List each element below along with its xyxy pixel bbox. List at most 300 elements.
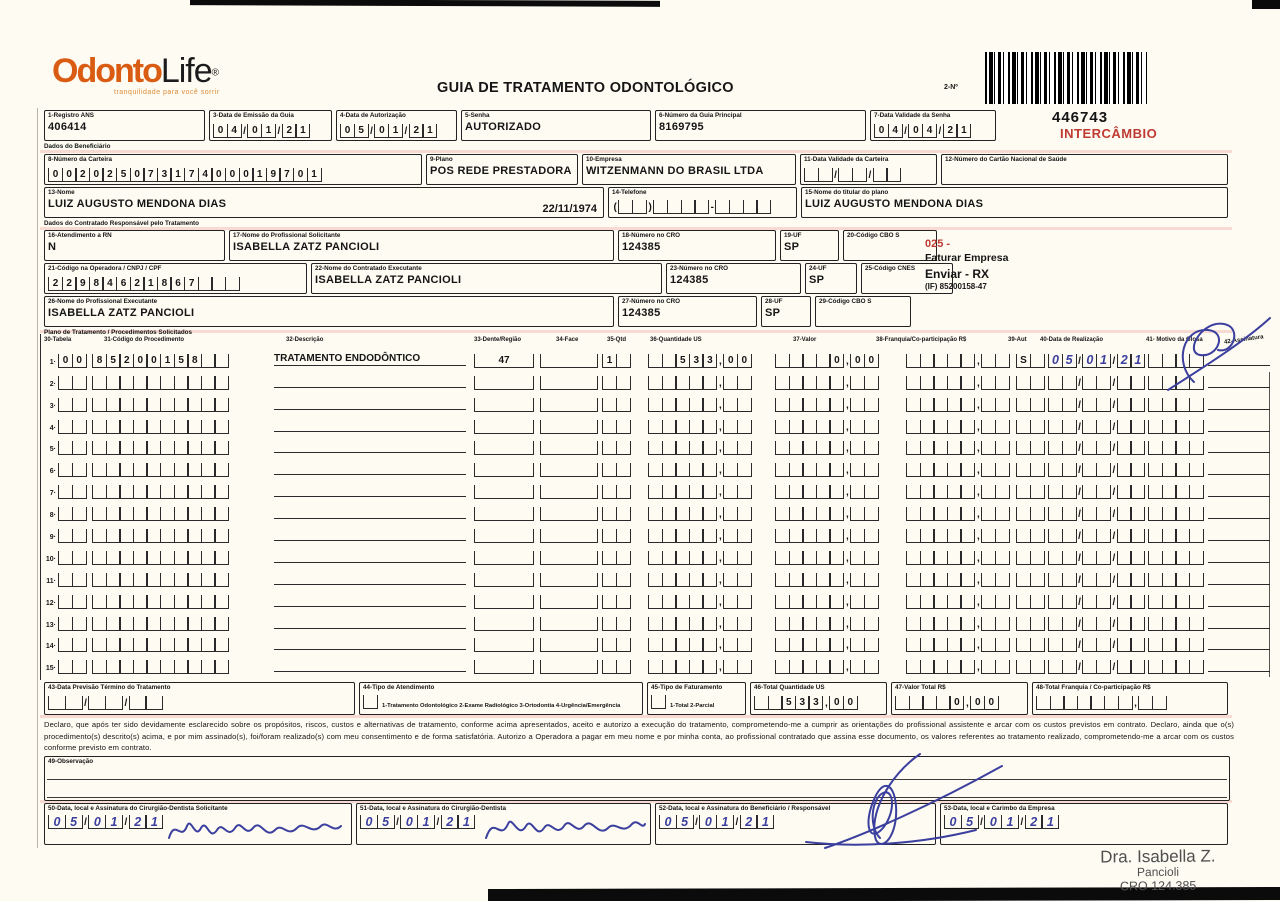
field-uf-executante [805,263,857,294]
field-label: 53-Data, local e Carimbo da Empresa [944,805,1055,812]
codigo-comb [92,463,229,477]
data-realizacao-comb: / / [1048,660,1145,674]
field-label: 13-Nome [48,189,75,196]
quantidade-us-comb: , [648,595,752,609]
valor-comb: , [775,595,879,609]
barcode-field-label: 2-Nº [944,84,958,91]
field-previsao-termino [44,682,355,715]
col-dente-regiao: 33-Dente/Região [474,337,522,343]
face-box [540,376,598,390]
motivo-glosa-comb [1148,595,1204,609]
data-realizacao-comb: / / [1048,617,1145,631]
field-label: 20-Código CBO S [847,232,900,239]
franquia-comb: , [906,485,1010,499]
dente-regiao-box [474,463,534,477]
field-label: 29-Código CBO S [819,298,872,305]
field-total-quantidade-us [750,682,887,715]
tipo-atendimento-options: 1-Tratamento Odontológico 2-Exame Radiológico 3-Ortodontia 4-Urgência/Emergência [382,702,621,709]
face-box [540,398,598,412]
field-label: 10-Empresa [586,156,622,163]
page-title: GUIA DE TRATAMENTO ODONTOLÓGICO [437,80,734,96]
valor-total-comb: 0 , 0 0 [895,696,999,710]
field-label: 43-Data Previsão Término do Tratamento [48,684,171,691]
col-data-realizacao: 40-Data de Realização [1040,337,1104,343]
qtd-comb [602,398,631,412]
field-label: 47-Valor Total R$ [895,684,946,691]
data-realizacao-comb: / / [1048,507,1145,521]
date-comb: / / [48,696,163,710]
scan-tint [40,150,1232,153]
field-validade-carteira [800,154,937,185]
col-qtd: 35-Qtd [607,337,627,343]
row-number: 14 · [44,643,56,650]
tipo-faturamento-checkbox [651,695,666,709]
assinatura-line [1208,584,1270,585]
tipo-faturamento-options: 1-Total 2-Parcial [670,702,715,709]
field-label: 9-Plano [430,156,453,163]
motivo-glosa-comb [1148,617,1204,631]
codigo-comb [92,376,229,390]
procedure-row [44,371,1276,393]
tabela-comb [58,441,87,455]
franquia-comb: , [906,617,1010,631]
codigo-comb [92,507,229,521]
qtd-comb [602,551,631,565]
birth-date: 22/11/1974 [542,203,597,215]
field-value: 406414 [48,120,87,133]
franquia-comb: , [906,573,1010,587]
date-comb: 0 5 / 0 1 / 2 1 [340,124,437,138]
procedure-row [44,590,1276,612]
row-number: 1 · [44,359,56,366]
valor-comb: , [775,485,879,499]
field-value: ISABELLA ZATZ PANCIOLI [233,240,380,253]
valor-comb: , [775,660,879,674]
dente-regiao-box [474,398,534,412]
cpf-comb: 2 2 9 8 4 6 2 1 8 6 7 [48,277,240,291]
row-number: 2 · [44,381,56,388]
data-realizacao-comb: / / [1048,463,1145,477]
field-cro-solicitante [618,230,776,261]
franquia-comb: , [906,463,1010,477]
codigo-comb [92,441,229,455]
row-number: 12 · [44,600,56,607]
tabela-comb [58,420,87,434]
descricao-line: TRATAMENTO ENDODÔNTICO [274,352,466,366]
field-label: 52-Data, local e Assinatura do Beneficiário / Responsável [659,805,831,812]
row-number: 11 · [44,578,56,585]
codigo-comb [92,485,229,499]
date-comb: / / [804,168,901,182]
field-label: 21-Código na Operadora / CNPJ / CPF [48,265,162,272]
field-value: LUIZ AUGUSTO MENDONA DIAS [805,197,984,210]
qtd-comb [602,376,631,390]
field-observacao [44,756,1230,801]
assinatura-line [1208,387,1270,388]
field-atendimento-rn [44,230,225,261]
field-value: WITZENMANN DO BRASIL LTDA [586,164,764,177]
motivo-glosa-comb [1148,507,1204,521]
qtd-comb [602,529,631,543]
codigo-comb [92,617,229,631]
codigo-comb [92,573,229,587]
codigo-comb [92,398,229,412]
annotation-code: 025 - [925,238,951,250]
field-value: SP [809,273,825,286]
codigo-comb [92,551,229,565]
dente-regiao-box [474,638,534,652]
descricao-line [274,671,466,672]
tabela-comb [58,638,87,652]
field-data-emissao [209,110,332,141]
row-number: 4 · [44,425,56,432]
field-uf-solicitante [780,230,839,261]
field-cartao-nacional-saude [941,154,1228,185]
field-value: POS REDE PRESTADORA [430,164,572,177]
field-profissional-executante [44,296,614,327]
paper-edge [37,108,38,848]
data-realizacao-comb: / / [1048,441,1145,455]
procedure-row [44,437,1276,459]
franquia-comb: , [906,660,1010,674]
procedure-row [44,415,1276,437]
aut-comb [1016,463,1045,477]
quantidade-us-comb: , [648,398,752,412]
valor-comb: , [775,638,879,652]
aut-comb [1016,441,1045,455]
col-franquia: 38-Franquia/Co-participação R$ [876,337,967,343]
aut-comb [1016,660,1045,674]
codigo-comb [92,660,229,674]
field-value: 8169795 [659,120,704,133]
descricao-line [274,628,466,629]
face-box [540,617,598,631]
valor-comb: , [775,573,879,587]
aut-comb [1016,573,1045,587]
logo-tagline: tranquilidade para você sorrir [114,89,220,96]
field-label: 44-Tipo de Atendimento [363,684,435,691]
franquia-comb: , [906,595,1010,609]
field-cbo-executante [815,296,911,327]
field-label: 3-Data de Emissão da Guia [213,112,294,119]
quantidade-us-comb: , [648,617,752,631]
handwritten-date: 0 5 / 0 1 / 2 1 [659,815,774,829]
field-label: 22-Nome do Contratado Executante [315,265,422,272]
procedure-row [44,524,1276,546]
dente-regiao-box [474,617,534,631]
field-value: ISABELLA ZATZ PANCIOLI [48,306,195,319]
row-number: 7 · [44,490,56,497]
dente-regiao-box [474,507,534,521]
col-aut: 39-Aut [1008,337,1027,343]
face-box [540,354,598,368]
assinatura-line [1208,606,1270,607]
field-nome-beneficiario [44,187,604,218]
tipo-atendimento-checkbox [363,695,378,709]
field-label: 46-Total Quantidade US [754,684,825,691]
field-label: 26-Nome do Profissional Executante [48,298,158,305]
field-profissional-solicitante [229,230,614,261]
franquia-comb: , [906,507,1010,521]
field-label: 28-UF [765,298,783,305]
descricao-line [274,496,466,497]
motivo-glosa-comb [1148,485,1204,499]
carteira-comb: 0 0 2 0 2 5 0 7 3 1 7 4 0 0 0 1 9 7 0 1 [48,168,322,182]
assinatura-line [1208,431,1270,432]
field-empresa [582,154,796,185]
row-number: 9 · [44,534,56,541]
tabela-comb [58,485,87,499]
aut-comb [1016,638,1045,652]
codigo-comb [92,638,229,652]
tabela-comb [58,398,87,412]
descricao-line [274,474,466,475]
procedure-row [44,502,1276,524]
field-label: 6-Número da Guia Principal [659,112,742,119]
aut-comb [1016,551,1045,565]
procedure-rows [44,349,1276,677]
field-value: 124385 [670,273,709,286]
franquia-comb: , [906,441,1010,455]
row-number: 13 · [44,622,56,629]
field-data-autorizacao [336,110,457,141]
field-label: 45-Tipo de Faturamento [651,684,723,691]
field-contratado-executante [311,263,662,294]
field-value: 124385 [622,306,661,319]
procedure-row [44,612,1276,634]
field-label: 5-Senha [465,112,490,119]
assinatura-line [1208,474,1270,475]
quantidade-us-comb: , [648,529,752,543]
valor-comb: , [775,420,879,434]
field-label: 8-Número da Carteira [48,156,113,163]
aut-comb [1016,376,1045,390]
field-value: ISABELLA ZATZ PANCIOLI [315,273,462,286]
face-box [540,463,598,477]
odontolife-logo [52,52,220,96]
motivo-glosa-comb [1148,638,1204,652]
procedure-row [44,480,1276,502]
tabela-comb: 0 0 [58,354,87,368]
qtd-comb [602,420,631,434]
scan-tint [40,715,1232,718]
data-realizacao-comb: 0 5 / 0 1 / 2 1 [1048,354,1145,368]
field-value: 124385 [622,240,661,253]
field-numero-carteira [44,154,422,185]
stamp-name: Dra. Isabella Z. [1100,846,1216,867]
total-us-comb: 5 3 3 , 0 0 [754,696,858,710]
observacao-rule [47,797,1227,798]
valor-comb: , [775,551,879,565]
field-value: AUTORIZADO [465,120,542,133]
descricao-line [274,431,466,432]
qtd-comb [602,507,631,521]
franquia-comb: , [906,420,1010,434]
face-box [540,420,598,434]
assinatura-line [1208,628,1270,629]
dente-regiao-box [474,529,534,543]
codigo-comb [92,420,229,434]
quantidade-us-comb: , [648,376,752,390]
dente-regiao-box [474,660,534,674]
barcode [985,52,1147,104]
motivo-glosa-comb [1148,420,1204,434]
dente-regiao-box [474,573,534,587]
valor-comb: , [775,398,879,412]
field-assinatura-beneficiario [655,803,936,845]
qtd-comb [602,617,631,631]
handwritten-date: 0 5 / 0 1 / 2 1 [944,815,1059,829]
field-telefone [608,187,797,218]
data-realizacao-comb: / / [1048,573,1145,587]
date-comb: 0 4 / 0 1 / 2 1 [213,124,310,138]
descricao-line [274,606,466,607]
franquia-comb: , [906,354,1010,368]
motivo-glosa-comb [1148,441,1204,455]
field-label: 19-UF [784,232,802,239]
logo-word-life: Life [160,52,212,90]
declaration-text: Declaro, que após ter sido devidamente esclarecido sobre os propósitos, riscos, custos e alternativas de tratamento, conforme acima apresentados, aceito e autorizo a execução do tratamento, comprometendo-me a cumprir as orientações do profissional assistente e arcar com os custos previstos em contrato. Declaro, ainda que o(s) procedimento(s) descrito(s) acima, e por mim assinado(s), foi/foram realizado(s) com meu consentimento e de forma satisfatória. Autorizo a Operadora a pagar em meu nome e por minha conta, ao profissional contratado que assina esse documento, os valores referentes ao tratamento realizado, comprometendo-me a arcar com os custos conforme previsto em contrato. [44,720,1234,753]
col-assinatura: 42-Assinatura [1223,334,1264,346]
assinatura-line [1208,518,1270,519]
guide-type-label: INTERCÂMBIO [1060,126,1158,141]
annotation-ref: (IF) 85200158-47 [925,282,987,291]
quantidade-us-comb: , [648,638,752,652]
field-label: 1-Registro ANS [48,112,94,119]
assinatura-line [1208,365,1270,366]
procedure-row [44,568,1276,590]
franquia-comb: , [906,551,1010,565]
assinatura-line [1208,671,1270,672]
col-descricao: 32-Descrição [286,337,324,343]
face-box [540,551,598,565]
face-box [540,638,598,652]
qtd-comb [602,660,631,674]
professional-stamp [1040,847,1276,894]
assinatura-line [1208,540,1270,541]
field-registro-ans [44,110,205,141]
qtd-comb: 1 [602,354,631,368]
field-plano [426,154,578,185]
procedure-row [44,458,1276,480]
row-number: 15 · [44,665,56,672]
data-realizacao-comb: / / [1048,638,1145,652]
descricao-line [274,584,466,585]
registered-mark: ® [211,67,220,79]
field-label: 24-UF [809,265,827,272]
data-realizacao-comb: / / [1048,595,1145,609]
franquia-comb: , [906,398,1010,412]
quantidade-us-comb: , [648,420,752,434]
motivo-glosa-comb [1148,529,1204,543]
row-number: 6 · [44,468,56,475]
procedure-row [44,546,1276,568]
valor-comb: , [775,376,879,390]
field-senha [461,110,651,141]
dente-regiao-box [474,595,534,609]
dente-regiao-box [474,441,534,455]
dente-regiao-box: 47 [474,354,534,368]
section-beneficiario: Dados do Beneficiário [44,143,111,150]
face-box [540,441,598,455]
field-valor-total [891,682,1028,715]
field-label: 17-Nome do Profissional Solicitante [233,232,341,239]
row-number: 10 · [44,556,56,563]
assinatura-line [1208,649,1270,650]
codigo-comb [92,595,229,609]
tabela-comb [58,507,87,521]
aut-comb [1016,529,1045,543]
franquia-comb: , [906,376,1010,390]
quantidade-us-comb: 5 3 3 , 0 0 [648,354,752,368]
quantidade-us-comb: , [648,573,752,587]
annotation-send: Enviar - RX [925,267,990,281]
scan-tint [40,330,1232,333]
field-label: 7-Data Validade da Senha [874,112,951,119]
assinatura-line [1208,452,1270,453]
field-tipo-faturamento [647,682,746,715]
field-cro-executante [666,263,801,294]
face-box [540,485,598,499]
stamp-surname: Pancioli [1136,864,1180,880]
motivo-glosa-comb [1148,573,1204,587]
face-box [540,595,598,609]
field-label: 23-Número no CRO [670,265,729,272]
tabela-comb [58,573,87,587]
procedure-row [44,393,1276,415]
tabela-comb [58,529,87,543]
field-validade-senha [870,110,996,141]
handwritten-date: 0 5 / 0 1 / 2 1 [360,815,475,829]
quantidade-us-comb: , [648,441,752,455]
field-nome-titular [801,187,1228,218]
descricao-line [274,387,466,388]
qtd-comb [602,441,631,455]
col-codigo: 31-Código do Procedimento [104,337,185,343]
quantidade-us-comb: , [648,507,752,521]
dente-regiao-box [474,376,534,390]
quantidade-us-comb: , [648,485,752,499]
motivo-glosa-comb [1148,376,1204,390]
face-box [540,573,598,587]
field-label: 25-Código CNES [865,265,916,272]
field-label: 27-Número no CRO [622,298,681,305]
aut-comb [1016,595,1045,609]
descricao-line [274,562,466,563]
dente-regiao-box [474,485,534,499]
field-label: 48-Total Franquia / Co-participação R$ [1036,684,1151,691]
face-box [540,529,598,543]
field-tipo-atendimento [359,682,643,715]
dentist-signature [165,810,345,848]
descricao-line [274,409,466,410]
field-label: 18-Número no CRO [622,232,681,239]
valor-comb: , [775,529,879,543]
field-value: LUIZ AUGUSTO MENDONA DIAS [48,197,227,210]
assinatura-line [1208,496,1270,497]
col-tabela: 30-Tabela [44,337,72,343]
aut-comb: S [1016,354,1045,368]
qtd-comb [602,573,631,587]
field-label: 12-Número do Cartão Nacional de Saúde [945,156,1067,163]
field-value: SP [765,306,781,319]
phone-comb: ( ) - [612,200,771,214]
motivo-glosa-comb [1148,463,1204,477]
table-left-border [40,334,41,680]
dente-regiao-box [474,420,534,434]
field-label: 51-Data, local e Assinatura do Cirurgião-Dentista [360,805,507,812]
col-valor: 37-Valor [793,337,817,343]
